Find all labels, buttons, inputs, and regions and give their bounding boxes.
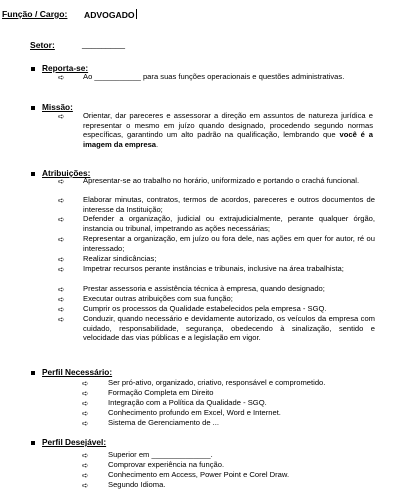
arrow-right-icon: ➪: [82, 409, 89, 418]
perfil-desejavel-item: Conhecimento em Access, Power Point e Corel Draw.: [108, 470, 290, 479]
arrow-right-icon: ➪: [58, 295, 65, 304]
arrow-right-icon: ➪: [58, 215, 65, 224]
setor-blank[interactable]: _________: [82, 39, 126, 49]
reporta-title: Reporta-se:: [42, 63, 89, 73]
arrow-right-icon: ➪: [58, 112, 65, 121]
atribuicoes-item: Executar outras atribuições com sua função;: [83, 294, 233, 303]
perfil-necessario-item: Conhecimento profundo em Excel, Word e Internet.: [108, 408, 281, 417]
perfil-necessario-item: Sistema de Gerenciamento de ...: [108, 418, 220, 427]
arrow-right-icon: ➪: [82, 471, 89, 480]
arrow-right-icon: ➪: [58, 73, 65, 82]
atribuicoes-item: Cumprir os processos da Qualidade estabelecidos pela empresa - SGQ.: [83, 304, 327, 313]
setor-label: Setor:: [30, 40, 55, 50]
atribuicoes-item: Defender a organização, judicial ou extrajudicialmente, perante qualquer órgão, instancia ou tribunal, impetrando as ações necessárias;: [83, 214, 375, 233]
missao-text: [83, 111, 373, 149]
perfil-necessario-title: Perfil Necessário:: [42, 367, 113, 377]
perfil-desejavel-item: Comprovar experiência na função.: [108, 460, 225, 469]
square-bullet-icon: [31, 441, 35, 445]
arrow-right-icon: ➪: [58, 315, 65, 324]
perfil-necessario-item: Integração com a Política da Qualidade - SGQ.: [108, 398, 267, 407]
missao-text-main: Orientar, dar pareceres e assessorar a direção em assuntos de natureza jurídica e representar o mesmo em juízo quando designado, procedendo segundo normas específicas, garantindo um alto padrão na qualificação, lembrando que: [83, 111, 373, 140]
atribuicoes-item: Conduzir, quando necessário e devidamente autorizado, os veículos da empresa com cuidado, responsabilidade, segurança, obedecendo à sinalização, sentido e velocidade das vias públicas e a legislação em vigor.: [83, 314, 375, 343]
perfil-necessario-item: Ser pró-ativo, organizado, criativo, responsável e comprometido.: [108, 378, 326, 387]
perfil-desejavel-title: Perfil Desejável:: [42, 437, 107, 447]
square-bullet-icon: [31, 172, 35, 176]
missao-text-end: .: [156, 139, 159, 149]
arrow-right-icon: ➪: [58, 177, 65, 186]
perfil-desejavel-item: Segundo Idioma.: [108, 480, 166, 489]
arrow-right-icon: ➪: [58, 265, 65, 274]
arrow-right-icon: ➪: [82, 389, 89, 398]
arrow-right-icon: ➪: [58, 285, 65, 294]
atribuicoes-item: Realizar sindicâncias;: [83, 254, 157, 263]
arrow-right-icon: ➪: [58, 305, 65, 314]
missao-text-bold: você é a imagem da empresa: [83, 130, 374, 149]
arrow-right-icon: ➪: [82, 379, 89, 388]
arrow-right-icon: ➪: [82, 461, 89, 470]
perfil-desejavel-item: Superior em ______________.: [108, 450, 213, 459]
missao-title: Missão:: [42, 102, 73, 112]
atribuicoes-item: Impetrar recursos perante instâncias e tribunais, inclusive na área trabalhista;: [83, 264, 344, 273]
text-cursor: [136, 9, 137, 19]
function-value-text: ADVOGADO: [84, 10, 135, 20]
square-bullet-icon: [31, 67, 35, 71]
square-bullet-icon: [31, 106, 35, 110]
atribuicoes-item: Representar a organização, em juízo ou fora dele, nas ações em quer for autor, ré ou interessado;: [83, 234, 375, 253]
arrow-right-icon: ➪: [58, 235, 65, 244]
arrow-right-icon: ➪: [82, 451, 89, 460]
arrow-right-icon: ➪: [58, 196, 65, 205]
atribuicoes-item: Elaborar minutas, contratos, termos de acordos, pareceres e outros documentos de interesse da Instituição;: [83, 195, 375, 214]
perfil-necessario-item: Formação Completa em Direito: [108, 388, 214, 397]
arrow-right-icon: ➪: [82, 399, 89, 408]
atribuicoes-item: Apresentar-se ao trabalho no horário, uniformizado e portando o crachá funcional.: [83, 176, 360, 185]
atribuicoes-item: Prestar assessoria e assistência técnica à empresa, quando designado;: [83, 284, 325, 293]
reporta-text: Ao ___________ para suas funções operacionais e questões administrativas.: [83, 72, 345, 81]
arrow-right-icon: ➪: [82, 419, 89, 428]
atribuicoes-title: Atribuições:: [42, 168, 91, 178]
function-label: Função / Cargo:: [2, 9, 68, 19]
arrow-right-icon: ➪: [82, 481, 89, 490]
arrow-right-icon: ➪: [58, 255, 65, 264]
function-value[interactable]: [84, 9, 137, 20]
square-bullet-icon: [31, 371, 35, 375]
